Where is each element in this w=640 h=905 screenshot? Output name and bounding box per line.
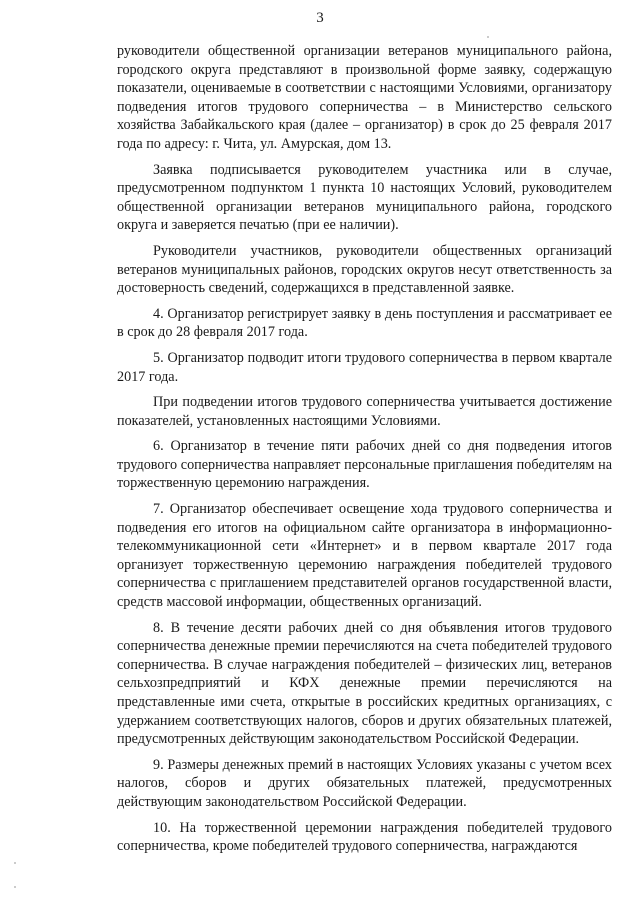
paragraph-application-submission: руководители общественной организации ветеранов муниципального района, городского округа представляют в произвольной форме заявку, содержащую показатели, оцениваемые в соответствии с настоящими Условиями, организатору подведения итогов трудового соперничества – в Министерство сельского хозяйства Забайкальского края (далее – организатор) в срок до 25 февраля 2017 года по адресу: г. Чита, ул. Амурская, дом 13. [117,43,612,152]
page-number: 3 [316,10,324,26]
document-body [117,42,612,863]
paragraph-application-signing: Заявка подписывается руководителем участника или в случае, предусмотренном подпунктом 1 пункта 10 настоящих Условий, руководителем общественной организации ветеранов муниципального района, городского округа и заверяется печатью (при ее наличии). [117,161,612,234]
scan-speck [14,862,16,864]
paragraph-responsibility: Руководители участников, руководители общественных организаций ветеранов муниципальных районов, городских округов несут ответственность за достоверность сведений, содержащихся в представленной заявке. [117,242,612,297]
paragraph-evaluation: При подведении итогов трудового соперничества учитывается достижение показателей, установленных настоящими Условиями. [117,394,612,429]
scan-speck [487,36,489,38]
paragraph-item-8: 8. В течение десяти рабочих дней со дня объявления итогов трудового соперничества денежные премии перечисляются на счета победителей трудового соперничества. В случае награждения победителей – физических лиц, ветеранов сельхозпредприятий и КФХ денежные премии перечисляются на представленные ими счета, открытые в российских кредитных организациях, с удержанием соответствующих налогов, сборов и других обязательных платежей, предусмотренных действующим законодательством Российской Федерации. [117,619,612,748]
paragraph-item-9: 9. Размеры денежных премий в настоящих Условиях указаны с учетом всех налогов, сборов и других обязательных платежей, предусмотренных действующим законодательством Российской Федерации. [117,756,612,810]
scan-speck [14,886,16,888]
paragraph-item-4: 4. Организатор регистрирует заявку в день поступления и рассматривает ее в срок до 28 февраля 2017 года. [117,305,612,341]
paragraph-item-10: 10. На торжественной церемонии награждения победителей трудового соперничества, кроме победителей трудового соперничества, награждаются [117,819,612,855]
paragraph-item-7: 7. Организатор обеспечивает освещение хода трудового соперничества и подведения его итогов на официальном сайте организатора в информационно-телекоммуникационной сети «Интернет» и в первом квартале 2017 года организует торжественную церемонию награждения победителей трудового соперничества с приглашением представителей органов государственной власти, средств массовой информации, общественных организаций. [117,501,612,611]
paragraph-item-6: 6. Организатор в течение пяти рабочих дней со дня подведения итогов трудового соперничества направляет персональные приглашения победителям на торжественную церемонию награждения. [117,438,612,492]
paragraph-item-5: 5. Организатор подводит итоги трудового соперничества в первом квартале 2017 года. [117,349,612,385]
